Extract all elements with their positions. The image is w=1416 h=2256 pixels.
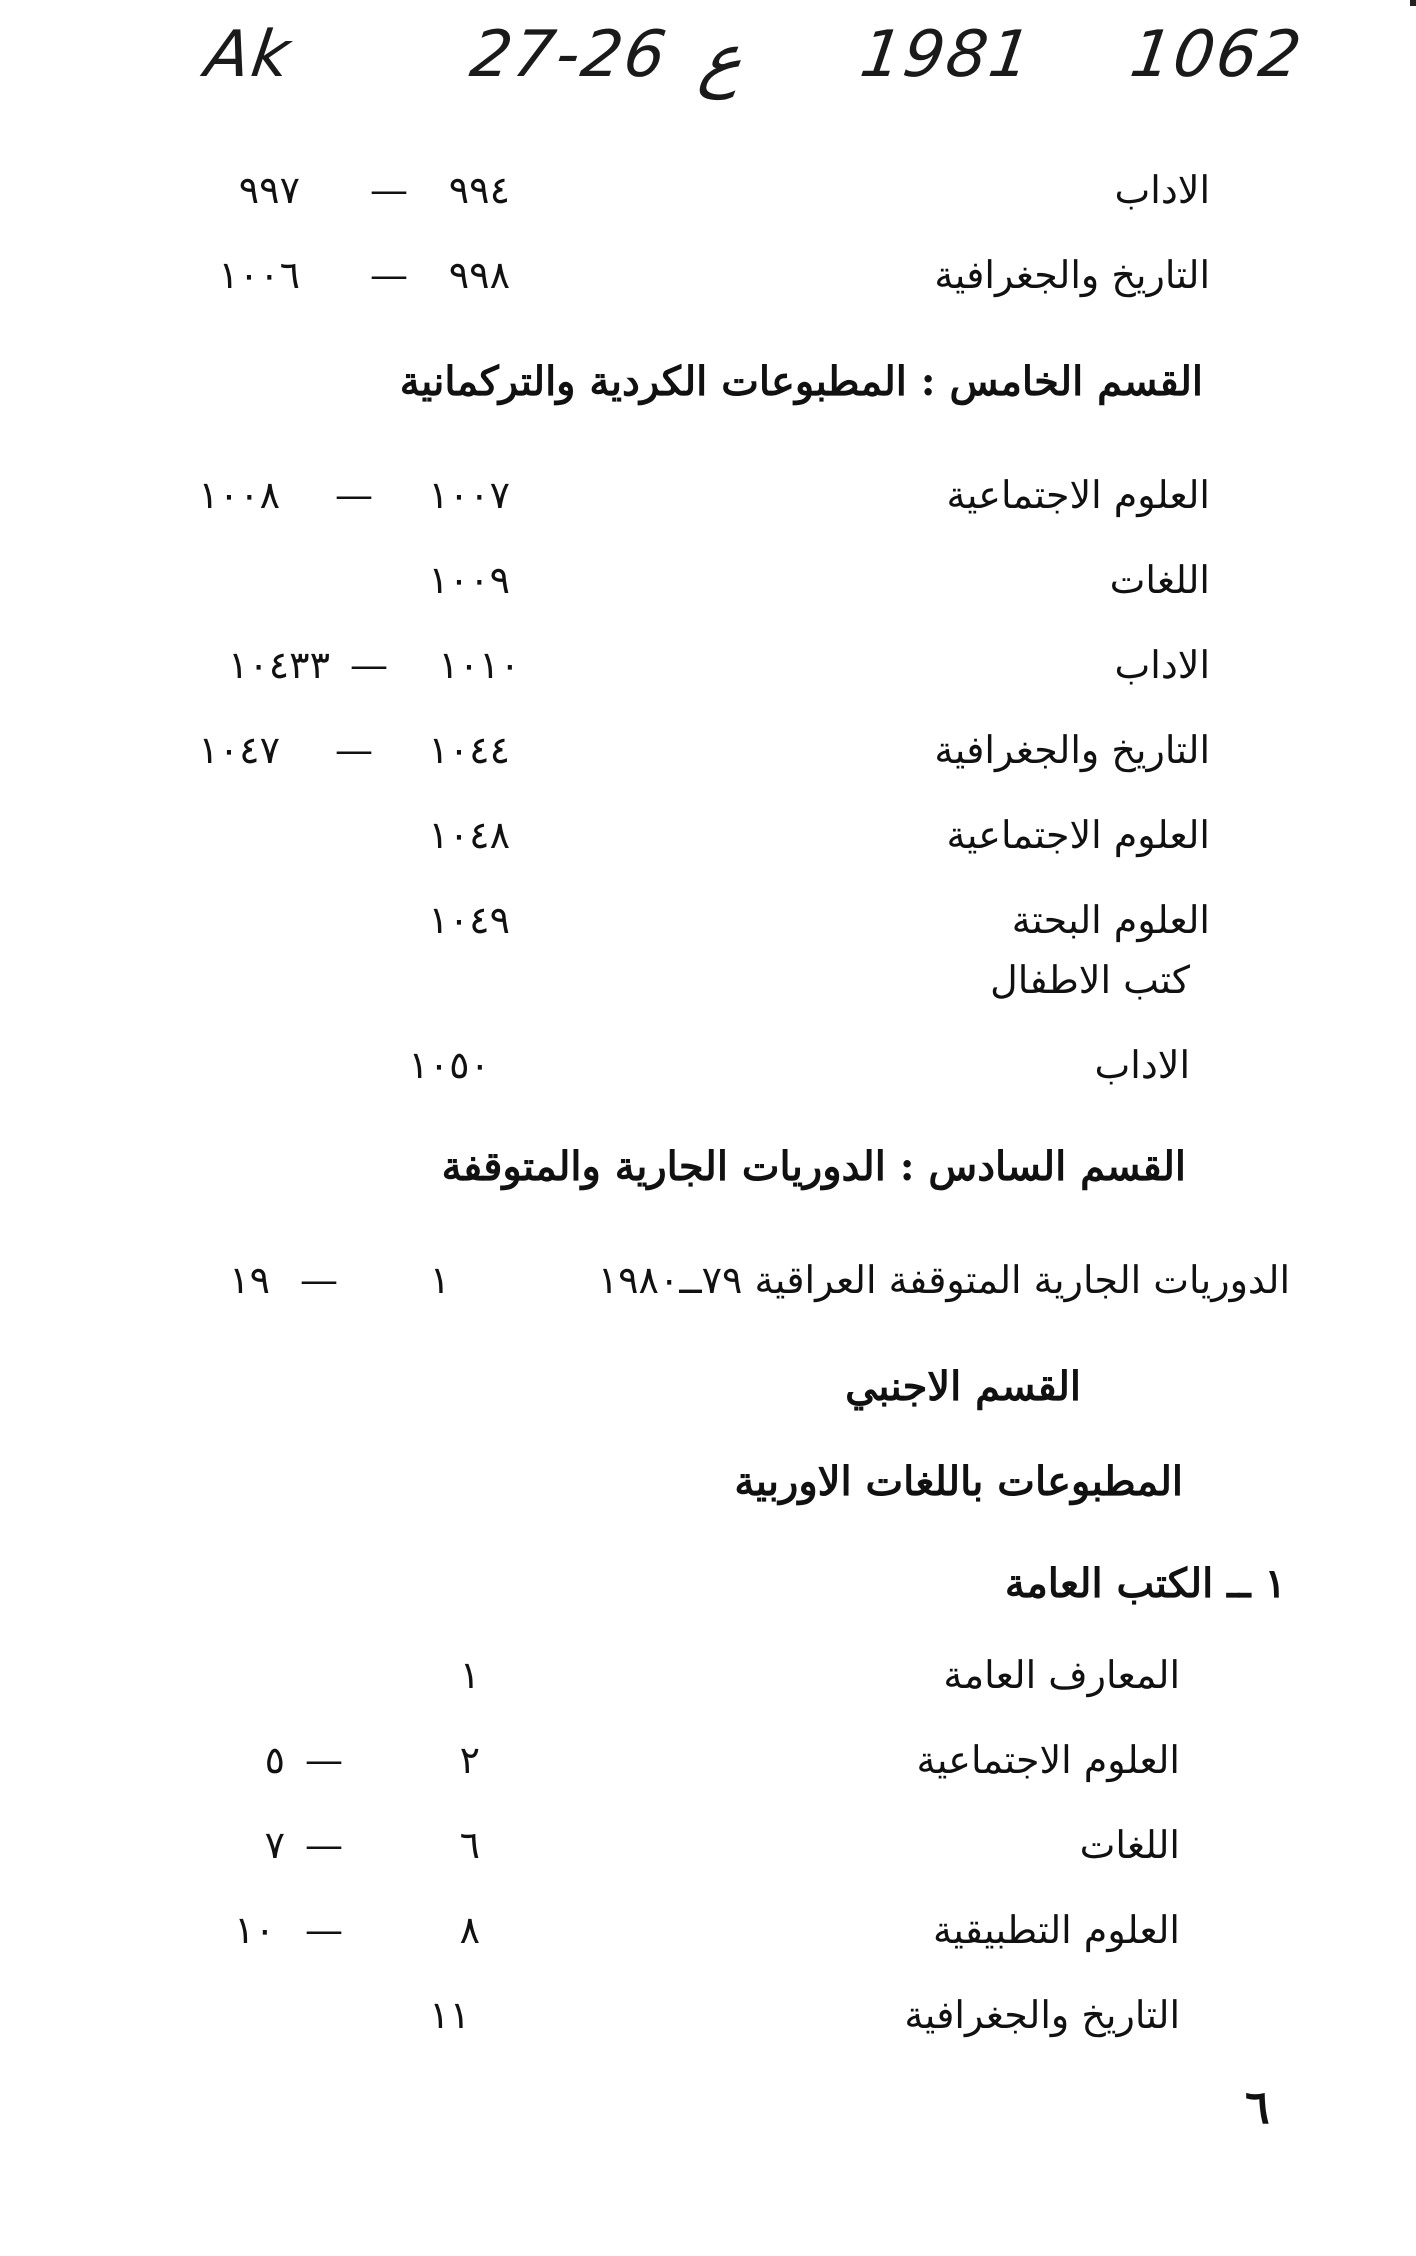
entry-dash: — (350, 643, 390, 687)
section-heading: القسم الخامس : المطبوعات الكردية والتركمانية (399, 358, 1203, 405)
entry-to: ٩٩٧ (238, 168, 300, 212)
section-heading: القسم السادس : الدوريات الجارية والمتوقفة (441, 1143, 1186, 1190)
entry-label: الاداب (1114, 168, 1210, 212)
entry-from: ١ (429, 1258, 450, 1302)
list-item (100, 550, 1210, 610)
entry-dash: — (370, 168, 410, 212)
entry-label: الاداب (1114, 643, 1210, 687)
entry-label: اللغات (1109, 558, 1210, 602)
list-item (100, 1985, 1180, 2045)
entry-from: ١٠٤٨ (428, 813, 510, 857)
entry-to: ١٠٠٨ (198, 473, 280, 517)
entry-label: الاداب (1094, 1043, 1190, 1087)
entry-from: ٨ (459, 1908, 480, 1952)
entry-from: ١٠٠٧ (428, 473, 510, 517)
foreign-subheading: المطبوعات باللغات الاوربية (734, 1458, 1183, 1505)
entry-label: الدوريات الجارية المتوقفة العراقية ٧٩ــ١٩٨٠ (597, 1258, 1290, 1302)
entry-to: ١٠٤٧ (198, 728, 280, 772)
entry-from: ١٠١٠ (438, 643, 520, 687)
entry-from: ٩٩٨ (448, 253, 510, 297)
entry-from: ٦ (459, 1823, 480, 1867)
entry-label: المعارف العامة (943, 1653, 1180, 1697)
entry-label: التاريخ والجغرافية (934, 253, 1210, 297)
scan-mark (1410, 0, 1416, 6)
list-item (100, 465, 1210, 525)
entry-to: ٥ (264, 1738, 285, 1782)
entry-dash: — (300, 1258, 340, 1302)
entry-to: ١٩ (229, 1258, 270, 1302)
list-item (100, 805, 1210, 865)
entry-dash: — (335, 473, 375, 517)
entry-to: ١٠ (234, 1908, 275, 1952)
entry-dash: — (370, 253, 410, 297)
list-item (100, 950, 1190, 1010)
list-item (100, 245, 1210, 305)
entry-from: ١١ (429, 1993, 470, 2037)
list-item (100, 1900, 1180, 1960)
entry-from: ١٠٤٤ (428, 728, 510, 772)
handwritten-letter: ع (694, 18, 749, 100)
list-item (100, 720, 1210, 780)
entry-from: ١٠٠٩ (428, 558, 510, 602)
entry-label: التاريخ والجغرافية (934, 728, 1210, 772)
entry-from: ٢ (459, 1738, 480, 1782)
entry-from: ١٠٤٩ (428, 898, 510, 942)
entry-label: العلوم البحتة (1011, 898, 1210, 942)
entry-from: ٩٩٤ (448, 168, 510, 212)
entry-dash: — (305, 1738, 345, 1782)
group-heading: ١ ــ الكتب العامة (1004, 1560, 1286, 1607)
list-item (100, 1815, 1180, 1875)
entry-to: ٧ (264, 1823, 285, 1867)
entry-label: العلوم الاجتماعية (946, 813, 1210, 857)
entry-dash: — (305, 1823, 345, 1867)
list-item (100, 1035, 1190, 1095)
list-item (100, 160, 1210, 220)
entry-label: العلوم التطبيقية (932, 1908, 1180, 1952)
entry-label: كتب الاطفال (990, 958, 1190, 1002)
handwritten-pages: 27-26 (465, 18, 673, 92)
list-item (100, 1730, 1180, 1790)
entry-from: ١ (459, 1653, 480, 1697)
handwritten-year: 1981 (855, 18, 1038, 92)
entry-to: ١٠٤٣٣ (227, 643, 330, 687)
foreign-heading: القسم الاجنبي (845, 1363, 1081, 1410)
entry-from: ١٠٥٠ (408, 1043, 490, 1087)
handwritten-code: Ak (200, 18, 297, 92)
list-item (100, 1250, 1290, 1310)
entry-dash: — (335, 728, 375, 772)
entry-label: اللغات (1079, 1823, 1180, 1867)
entry-to: ١٠٠٦ (218, 253, 300, 297)
entry-label: العلوم الاجتماعية (916, 1738, 1180, 1782)
handwritten-number: 1062 (1125, 18, 1308, 92)
list-item (100, 1645, 1180, 1705)
page-number: ٦ (1245, 2080, 1270, 2134)
list-item (100, 890, 1210, 950)
entry-label: التاريخ والجغرافية (904, 1993, 1180, 2037)
entry-label: العلوم الاجتماعية (946, 473, 1210, 517)
entry-dash: — (305, 1908, 345, 1952)
list-item (100, 635, 1210, 695)
